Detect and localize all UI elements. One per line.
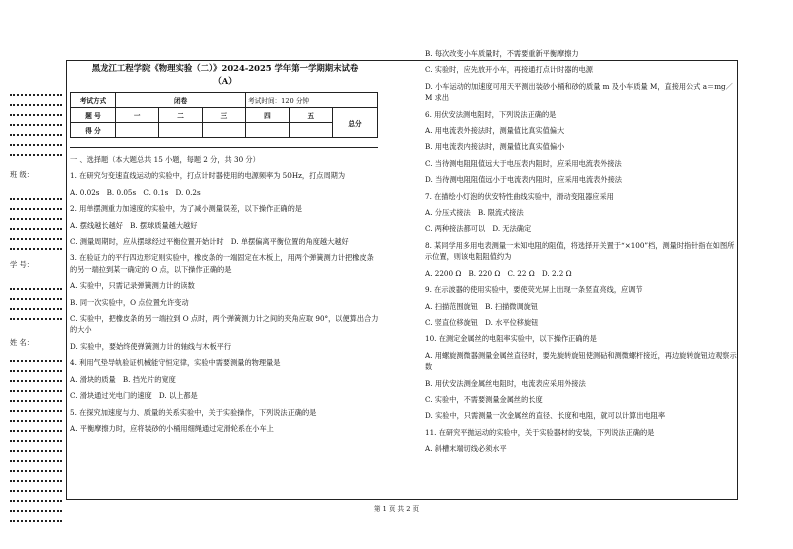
- question-7: 7. 在描绘小灯泡的伏安特性曲线实验中，滑动变阻器应采用: [425, 191, 614, 201]
- option-5d: D. 小车运动的加速度可用天平测出装砂小桶和砂的质量 m 及小车质量 M，直接用公式 a＝mg／M 求出: [425, 81, 733, 103]
- dotted-cut-line: [10, 370, 62, 375]
- dotted-cut-line: [10, 144, 62, 149]
- student-id-label: 学 号：: [10, 260, 34, 269]
- exam-time: 考试时间：120 分钟: [246, 93, 378, 108]
- option-6b: B. 用电流表内接法时，测量值比真实值偏小: [425, 142, 565, 152]
- dotted-cut-line: [10, 298, 62, 303]
- options-9b: C. 竖直位移旋钮 D. 水平位移旋钮: [425, 317, 539, 327]
- section-heading: 一 、选择题（本大题总共 15 小题，每题 2 分，共 30 分）: [70, 155, 260, 164]
- dotted-cut-line: [10, 390, 62, 395]
- score-row-label: 得 分: [71, 123, 116, 138]
- question-6: 6. 用伏安法测电阻时，下列说法正确的是: [425, 109, 557, 119]
- dotted-cut-line: [10, 460, 62, 465]
- options-4b: C. 滑块通过光电门的速度 D. 以上都是: [70, 391, 198, 401]
- option-11a: A. 斜槽末端切线必须水平: [425, 444, 507, 454]
- dotted-cut-line: [10, 288, 62, 293]
- class-label: 班 级：: [10, 170, 34, 179]
- question-4: 4. 利用气垫导轨验证机械能守恒定律，实验中需要测量的物理量是: [70, 358, 281, 368]
- dotted-cut-line: [10, 490, 62, 495]
- options-4a: A. 滑块的质量 B. 挡光片的宽度: [70, 374, 176, 384]
- dotted-cut-line: [10, 94, 62, 99]
- score-col-5: 五: [289, 108, 332, 123]
- score-col-3: 三: [202, 108, 245, 123]
- dotted-cut-line: [10, 238, 62, 243]
- dotted-cut-line: [10, 308, 62, 313]
- dotted-cut-line: [10, 360, 62, 365]
- options-2b: C. 测量周期时，应从摆球经过平衡位置开始计时 D. 单摆偏离平衡位置的角度越大越好: [70, 237, 349, 247]
- question-11: 11. 在研究平抛运动的实验中，关于实验器材的安装，下列说法正确的是: [425, 427, 655, 437]
- score-col-4: 四: [246, 108, 289, 123]
- score-col-2: 二: [159, 108, 202, 123]
- dotted-cut-line: [10, 134, 62, 139]
- question-1: 1. 在研究匀变速直线运动的实验中，打点计时器使用的电源频率为 50Hz，打点周期为: [70, 171, 346, 181]
- option-10a: A. 用螺旋测微器测量金属丝直径时，要先旋转旋钮使测砧和测微螺杆接近，再边旋转旋钮边观察示数: [425, 350, 737, 372]
- exam-mode-label: 考试方式: [71, 93, 116, 108]
- dotted-cut-line: [10, 380, 62, 385]
- options-9a: A. 扫描范围旋钮 B. 扫描微调旋钮: [425, 301, 539, 311]
- option-3a: A. 实验中，只需记录弹簧测力计的读数: [70, 281, 195, 291]
- score-cell[interactable]: [159, 123, 202, 138]
- exam-title-line2: （A）: [213, 76, 237, 86]
- option-6d: D. 当待测电阻阻值远小于电流表内阻时，应采用电流表外接法: [425, 175, 622, 185]
- dotted-cut-line: [10, 198, 62, 203]
- option-10b: B. 用伏安法测金属丝电阻时，电流表应采用外接法: [425, 378, 586, 388]
- options-7a: A. 分压式接法 B. 限流式接法: [425, 208, 524, 218]
- dotted-cut-line: [10, 440, 62, 445]
- score-cell[interactable]: [289, 123, 332, 138]
- dotted-cut-line: [10, 228, 62, 233]
- name-label: 姓 名：: [10, 338, 34, 347]
- left-column: [70, 62, 380, 439]
- option-3b: B. 同一次实验中，O 点位置允许变动: [70, 297, 189, 307]
- dotted-cut-line: [10, 104, 62, 109]
- dotted-cut-line: [10, 520, 62, 525]
- exam-mode-value: 闭卷: [116, 93, 246, 108]
- exam-title: [70, 62, 380, 88]
- dotted-cut-line: [10, 410, 62, 415]
- options-1: A. 0.02s B. 0.05s C. 0.1s D. 0.2s: [70, 187, 201, 197]
- total-score-label: 总分: [333, 108, 378, 138]
- option-10d: D. 实验中，只需测量一次金属丝的直径、长度和电阻，就可以计算出电阻率: [425, 411, 666, 421]
- dotted-cut-line: [10, 480, 62, 485]
- option-3c: C. 实验中，把橡皮条的另一端拉到 O 点时，两个弹簧测力计之间的夹角应取 90°，以便算出合力的大小: [70, 314, 379, 335]
- divider: [70, 147, 378, 148]
- option-6c: C. 当待测电阻阻值远大于电压表内阻时，应采用电流表外接法: [425, 158, 622, 168]
- dotted-cut-line: [10, 400, 62, 405]
- option-5a: A. 平衡摩擦力时，应将装砂的小桶用细绳通过定滑轮系在小车上: [70, 423, 274, 433]
- dotted-cut-line: [10, 430, 62, 435]
- page-footer: 第 1 页 共 2 页: [373, 505, 420, 513]
- dotted-cut-line: [10, 450, 62, 455]
- dotted-cut-line: [10, 154, 62, 159]
- dotted-cut-line: [10, 218, 62, 223]
- question-number-label: 题 号: [71, 108, 116, 123]
- score-col-1: 一: [116, 108, 159, 123]
- option-5b: B. 每次改变小车质量时，不需要重新平衡摩擦力: [425, 49, 579, 58]
- question-9: 9. 在示波器的使用实验中，要使荧光屏上出现一条竖直亮线，应调节: [425, 285, 643, 295]
- question-3: 3. 在验证力的平行四边形定则实验中，橡皮条的一端固定在木板上，用两个弹簧测力计把橡皮条的另一端拉到某一确定的 O 点，以下操作正确的是: [70, 253, 374, 274]
- option-5c: C. 实验时，应先放开小车，再接通打点计时器的电源: [425, 65, 593, 75]
- dotted-cut-line: [10, 248, 62, 253]
- dotted-cut-line: [10, 114, 62, 119]
- score-cell[interactable]: [116, 123, 159, 138]
- question-8: 8. 某同学用多用电表测量一未知电阻的阻值，将选择开关置于“×100”档，测量时指针指在如图所示位置，则该电阻阻值约为: [425, 240, 735, 262]
- right-column: [425, 48, 738, 460]
- dotted-cut-line: [10, 470, 62, 475]
- option-6a: A. 用电流表外接法时，测量值比真实值偏大: [425, 126, 565, 136]
- options-2a: A. 摆线越长越好 B. 摆球质量越大越好: [70, 220, 198, 230]
- dotted-cut-line: [10, 124, 62, 129]
- question-5: 5. 在探究加速度与力、质量的关系实验中，关于实验操作，下列说法正确的是: [70, 407, 317, 417]
- dotted-cut-line: [10, 318, 62, 323]
- options-7b: C. 两种接法都可以 D. 无法确定: [425, 224, 532, 234]
- option-10c: C. 实验中，不需要测量金属丝的长度: [425, 394, 543, 404]
- question-10: 10. 在测定金属丝的电阻率实验中，以下操作正确的是: [425, 334, 597, 344]
- dotted-cut-line: [10, 420, 62, 425]
- score-cell[interactable]: [202, 123, 245, 138]
- dotted-cut-line: [10, 208, 62, 213]
- binding-margin: [6, 90, 64, 530]
- score-table: [70, 92, 378, 138]
- options-8: A. 2200 Ω B. 220 Ω C. 22 Ω D. 2.2 Ω: [425, 268, 572, 278]
- option-3d: D. 实验中，要始终使弹簧测力计的轴线与木板平行: [70, 341, 232, 351]
- exam-title-line1: 黑龙江工程学院《物理实验（二）》2024-2025 学年第一学期期末试卷: [91, 63, 359, 73]
- score-cell[interactable]: [246, 123, 289, 138]
- question-2: 2. 用单摆测重力加速度的实验中，为了减小测量误差，以下操作正确的是: [70, 204, 302, 214]
